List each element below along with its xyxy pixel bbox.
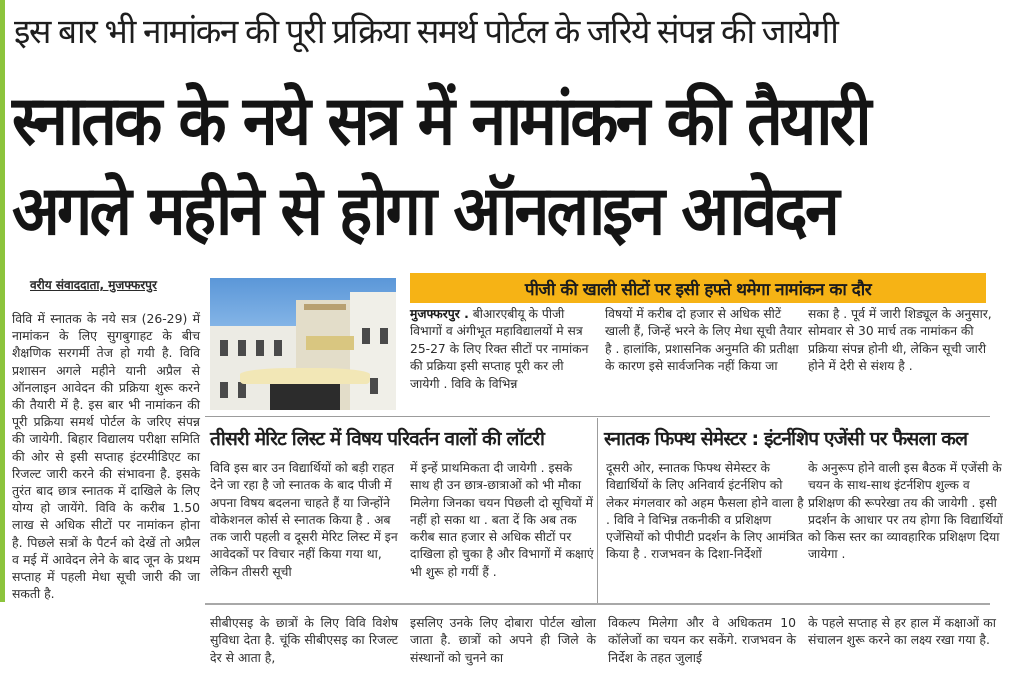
photo-window <box>238 382 246 398</box>
photo-canopy <box>240 368 370 384</box>
university-building-photo <box>210 278 396 410</box>
main-headline-line-1: स्नातक के नये सत्र में नामांकन की तैयारी <box>12 82 869 161</box>
pg-story-column-1-text: बीआरएबीयू के पीजी विभागों व अंगीभूत महाविद्यालयों मे सत्र 25-27 के लिए रिक्त सीटों पर नामांकन की प्रक्रिया इसी सप्ताह पूरी कर ली जायेगी . विवि के विभिन्न <box>410 307 589 391</box>
photo-window <box>256 340 264 356</box>
pg-story-dateline: मुजफ्फरपुर . <box>410 307 469 321</box>
byline: वरीय संवाददाता, मुजफ्फरपुर <box>30 278 157 292</box>
horizontal-divider <box>205 416 990 417</box>
photo-window <box>274 340 282 356</box>
main-story-continuation-2: इसलिए उनके लिए दोबारा पोर्टल खोला जाता है. छात्रों को अपने ही जिले के संस्थानों को चुनने का <box>410 615 596 665</box>
main-story-continuation-1: सीबीएसइ के छात्रों के लिए विवि विशेष सुविधा देता है. चूंकि सीबीएसइ का रिजल्ट देर से आता है, <box>210 615 398 665</box>
main-story-body: विवि में स्नातक के नये सत्र (26-29) में नामांकन के लिए सुगबुगाहट के बीच शैक्षणिक सरगर्मी तेज हो गयी है. विवि प्रशासन अगले महीने यानी अप्रैल से ऑनलाइन आवेदन की प्रक्रिया शुरू करने की तैयारी में है. इस बार भी नामांकन की पूरी प्रक्रिया समर्थ पोर्टल के जरिए संपन्न की जायेगी. बिहार विद्यालय परीक्षा समिति की ओर से इसी सप्ताह इंटरमीडिएट का रिजल्ट जारी करने की संभावना है. इसके तुरंत बाद छात्र स्नातक में दाखिले के लिए योग्य हो जायेंगे. विवि के करीब 1.50 लाख से अधिक सीटों पर नामांकन होना है. पिछले सत्रों के पैटर्न को देखें तो अप्रैल व मई में आवेदन लेने के बाद जून के प्रथम सप्ताह में पहली मेधा सूची जारी की जा सकती है. <box>12 311 200 602</box>
photo-window <box>380 328 388 344</box>
pg-story-body <box>410 306 1010 410</box>
internship-story-column-2: के अनुरूप होने वाली इस बैठक में एजेंसी के चयन के साथ-साथ इंटर्नशिप शुल्क व प्रशिक्षण की रूपरेखा तय की जायेगी . इसी प्रदर्शन के आधार पर तय होगा कि विद्यार्थियों को किस स्तर का व्यावहारिक प्रशिक्षण दिया जायेगा . <box>808 461 1003 562</box>
pg-story-headline: पीजी की खाली सीटों पर इसी हफ्ते थमेगा नामांकन का दौर <box>524 279 872 300</box>
internship-story-headline: स्नातक फिफ्थ सेमेस्टर : इंटर्नशिप एजेंसी पर फैसला कल <box>604 428 968 450</box>
left-accent-bar <box>0 0 5 602</box>
photo-awning <box>306 336 354 350</box>
kicker-headline: इस बार भी नामांकन की पूरी प्रक्रिया समर्थ पोर्टल के जरिये संपन्न की जायेगी <box>14 12 838 52</box>
main-story-continuation-3: विकल्प मिलेगा और वे अधिकतम 10 कॉलेजों का चयन कर सकेंगे. राजभवन के निर्देश के तहत जुलाई <box>608 615 796 665</box>
pg-story-column-3: सका है . पूर्व में जारी शिड्यूल के अनुसार, सोमवार से 30 मार्च तक नामांकन की प्रक्रिया संपन्न होनी थी, लेकिन सूची जारी होने में देरी से संशय है . <box>808 307 992 374</box>
photo-window <box>362 328 370 344</box>
lottery-story-column-2: में इन्हें प्राथमिकता दी जायेगी . इसके साथ ही उन छात्र-छात्राओं को भी मौका मिलेगा जिनका चयन पिछली दो सूचियों में नहीं हो सका था . बता दें कि अब तक करीब सात हजार से अधिक सीटों पर दाखिला हो चुका है और विभागों में कक्षाएं भी शुरू हो गयीं हैं . <box>410 461 594 579</box>
internship-story-column-1: दूसरी ओर, स्नातक फिफ्थ सेमेस्टर के विद्यार्थियों के लिए अनिवार्य इंटर्नशिप को लेकर मंगलवार को अहम फैसला होने वाला है . विवि ने विभिन्न तकनीकी व प्रशिक्षण एजेंसियों को पीपीटी प्रदर्शन के लिए आमंत्रित किया है . राजभवन के दिशा-निर्देशों <box>606 461 804 562</box>
photo-signboard <box>304 304 346 310</box>
main-story-continuation-4: के पहले सप्ताह से हर हाल में कक्षाओं का संचालन शुरू करने का लक्ष्य रखा गया है. <box>808 615 996 648</box>
main-headline-line-2: अगले महीने से होगा ऑनलाइन आवेदन <box>12 172 837 251</box>
pg-story-column-1 <box>410 306 596 393</box>
horizontal-divider-lower <box>205 603 990 605</box>
vertical-divider <box>597 418 598 604</box>
photo-window <box>370 378 378 394</box>
pg-story-column-2: विषयों में करीब दो हजार से अधिक सीटें खाली हैं, जिन्हें भरने के लिए मेधा सूची तैयार है . हालांकि, प्रशासनिक अनुमति की प्रतीक्षा के कारण इसे सार्वजनिक नहीं किया जा <box>605 307 803 374</box>
photo-window <box>220 382 228 398</box>
photo-entrance <box>270 384 340 410</box>
pg-story-headline-banner <box>410 273 986 303</box>
photo-window <box>220 340 228 356</box>
lottery-story-column-1: विवि इस बार उन विद्यार्थियों को बड़ी राहत देने जा रहा है जो स्नातक के बाद पीजी में अपना विषय बदलना चाहते हैं या जिन्होंने वोकेशनल कोर्स से स्नातक किया है . अब तक जारी पहली व दूसरी मेरिट लिस्ट में इन आवेदकों पर विचार नहीं किया गया था, लेकिन तीसरी सूची <box>210 461 398 579</box>
lottery-story-headline: तीसरी मेरिट लिस्ट में विषय परिवर्तन वालों की लॉटरी <box>210 428 545 450</box>
photo-window <box>238 340 246 356</box>
